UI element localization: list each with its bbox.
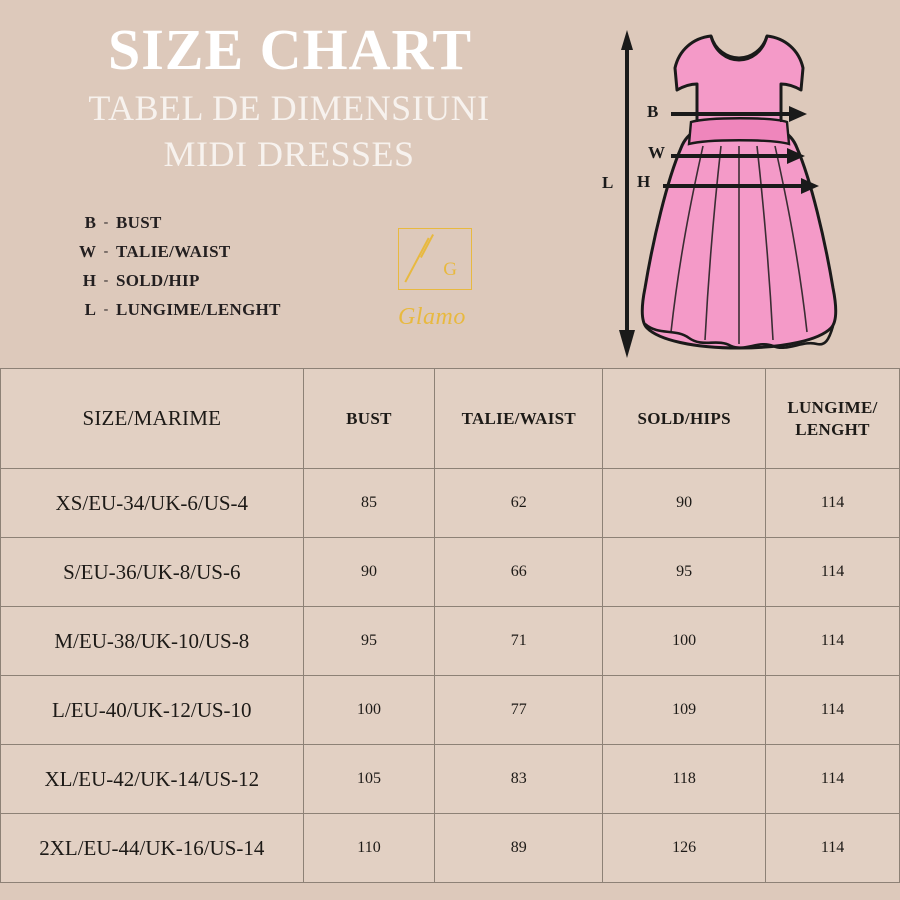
cell-bust: 110 [303, 814, 435, 883]
legend-item-waist [70, 237, 281, 266]
measurement-legend [70, 208, 281, 324]
page-subtitle-category: MIDI DRESSES [163, 133, 415, 174]
illustration-label-length: L [602, 173, 614, 192]
cell-size: XS/EU-34/UK-6/US-4 [1, 469, 304, 538]
legend-dash: - [103, 214, 109, 230]
cell-size: M/EU-38/UK-10/US-8 [1, 607, 304, 676]
cell-waist: 71 [435, 607, 603, 676]
size-table [0, 368, 900, 883]
cell-length: 114 [766, 607, 900, 676]
column-header-length [766, 369, 900, 469]
logo-frame-icon [398, 228, 472, 290]
dress-diagram-svg [575, 10, 900, 365]
cell-bust: 100 [303, 676, 435, 745]
table-body [1, 469, 900, 883]
table-row [1, 538, 900, 607]
cell-hips: 90 [603, 469, 766, 538]
cell-bust: 85 [303, 469, 435, 538]
dress-shape [642, 36, 836, 348]
legend-dash: - [103, 272, 109, 288]
legend-key-length: L [84, 299, 96, 319]
dress-illustration [575, 10, 900, 365]
legend-label-bust: BUST [116, 212, 162, 232]
cell-length: 114 [766, 745, 900, 814]
table-row [1, 607, 900, 676]
length-arrow-icon [619, 30, 635, 358]
illustration-label-hip: H [637, 172, 651, 191]
cell-waist: 89 [435, 814, 603, 883]
illustration-label-waist: W [648, 143, 665, 162]
logo-monogram: G [443, 259, 457, 280]
logo-wordmark: Glamo [398, 304, 466, 330]
cell-length: 114 [766, 676, 900, 745]
cell-hips: 118 [603, 745, 766, 814]
table-row [1, 814, 900, 883]
cell-hips: 95 [603, 538, 766, 607]
legend-key-waist: W [79, 241, 96, 261]
cell-hips: 109 [603, 676, 766, 745]
legend-label-length: LUNGIME/LENGHT [116, 299, 281, 319]
column-header-hips: SOLD/HIPS [603, 369, 766, 469]
table-row [1, 469, 900, 538]
legend-item-hip [70, 266, 281, 295]
cell-size: L/EU-40/UK-12/US-10 [1, 676, 304, 745]
cell-hips: 126 [603, 814, 766, 883]
column-header-length-line1: LUNGIME/ [787, 398, 878, 418]
legend-dash: - [103, 301, 109, 317]
page-title: SIZE CHART [107, 17, 473, 82]
illustration-label-bust: B [647, 102, 659, 121]
cell-waist: 66 [435, 538, 603, 607]
cell-length: 114 [766, 469, 900, 538]
brand-logo [398, 228, 476, 338]
legend-item-length [70, 295, 281, 324]
cell-size: XL/EU-42/UK-14/US-12 [1, 745, 304, 814]
cell-hips: 100 [603, 607, 766, 676]
table-row [1, 676, 900, 745]
cell-bust: 90 [303, 538, 435, 607]
table-header-row [1, 369, 900, 469]
legend-key-bust: B [84, 212, 96, 232]
legend-key-hip: H [82, 270, 96, 290]
cell-bust: 105 [303, 745, 435, 814]
table-row [1, 745, 900, 814]
cell-length: 114 [766, 538, 900, 607]
page-subtitle-romanian: TABEL DE DIMENSIUNI [88, 87, 490, 128]
table-header [1, 369, 900, 469]
cell-size: S/EU-36/UK-8/US-6 [1, 538, 304, 607]
legend-label-waist: TALIE/WAIST [116, 241, 231, 261]
cell-waist: 77 [435, 676, 603, 745]
cell-length: 114 [766, 814, 900, 883]
legend-dash: - [103, 243, 109, 259]
column-header-length-line2: LENGHT [795, 419, 870, 439]
column-header-bust: BUST [303, 369, 435, 469]
column-header-waist: TALIE/WAIST [435, 369, 603, 469]
cell-size: 2XL/EU-44/UK-16/US-14 [1, 814, 304, 883]
cell-bust: 95 [303, 607, 435, 676]
legend-item-bust [70, 208, 281, 237]
size-table-container [0, 368, 900, 883]
cell-waist: 83 [435, 745, 603, 814]
column-header-size: SIZE/MARIME [1, 369, 304, 469]
legend-label-hip: SOLD/HIP [116, 270, 200, 290]
cell-waist: 62 [435, 469, 603, 538]
